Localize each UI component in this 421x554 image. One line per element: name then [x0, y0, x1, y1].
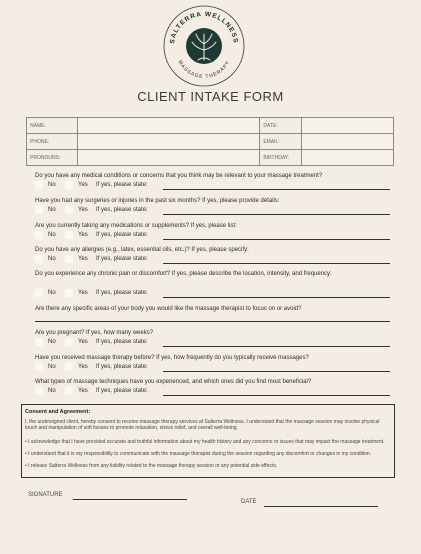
date-signature-line[interactable]	[264, 506, 378, 507]
no-label: No	[48, 388, 56, 394]
consent-bullet-1-text: I acknowledge that I have provided accurate and truthful information about my health history and any concerns or issues that may impact the massage treatment.	[28, 439, 385, 445]
no-checkbox[interactable]	[35, 181, 43, 189]
yes-label: Yes	[78, 290, 88, 296]
if-yes-label: If yes, please state:	[96, 388, 148, 394]
yes-checkbox[interactable]	[65, 289, 73, 297]
client-info-table	[26, 117, 394, 166]
yes-label: Yes	[78, 339, 88, 345]
date-signature-label: DATE	[241, 499, 257, 505]
yes-checkbox[interactable]	[65, 363, 73, 371]
no-checkbox[interactable]	[35, 289, 43, 297]
salterra-wellness-logo	[162, 4, 246, 88]
birthday-label: BIRTHDAY:	[260, 150, 302, 166]
no-label: No	[48, 232, 56, 238]
answer-line[interactable]	[163, 371, 390, 372]
no-label: No	[48, 256, 56, 262]
no-label: No	[48, 207, 56, 213]
signature-label: SIGNATURE	[28, 492, 63, 498]
question-1: Do you have any medical conditions or concerns that you think may be relevant to your massage treatment?	[35, 173, 323, 179]
if-yes-label: If yes, please state:	[96, 232, 148, 238]
question-4: Do you have any allergies (e.g., latex, essential oils, etc.)? If yes, please specify:	[35, 247, 249, 253]
question-5: Do you experience any chronic pain or discomfort? If yes, please describe the location, intensity, and frequency:	[35, 271, 332, 277]
phone-field[interactable]	[77, 134, 260, 150]
name-field[interactable]	[77, 118, 260, 134]
answer-line[interactable]	[163, 239, 390, 240]
yes-checkbox[interactable]	[65, 206, 73, 214]
answer-row-2	[35, 206, 390, 216]
phone-label: PHONE:	[27, 134, 78, 150]
if-yes-label: If yes, please state:	[96, 182, 148, 188]
no-checkbox[interactable]	[35, 338, 43, 346]
answer-row-3	[35, 231, 390, 241]
yes-label: Yes	[78, 256, 88, 262]
consent-bullet-3-text: I release Salterra Wellness from any liability related to the massage therapy session or any potential side effects.	[28, 463, 278, 469]
yes-label: Yes	[78, 364, 88, 370]
if-yes-label: If yes, please state:	[96, 364, 148, 370]
yes-checkbox[interactable]	[65, 255, 73, 263]
answer-row-7	[35, 338, 390, 348]
name-label: NAME:	[27, 118, 78, 134]
email-field[interactable]	[302, 134, 394, 150]
consent-heading: Consent and Agreement:	[25, 409, 91, 415]
date-label: DATE:	[260, 118, 302, 134]
yes-checkbox[interactable]	[65, 231, 73, 239]
no-checkbox[interactable]	[35, 255, 43, 263]
answer-line[interactable]	[35, 321, 390, 322]
no-checkbox[interactable]	[35, 231, 43, 239]
consent-bullet-2-text: I understand that it is my responsibility to communicate with the massage therapist during the session regarding any discomfort or changes in my condition.	[28, 451, 372, 457]
consent-bullet-1: • I acknowledge that I have provided accurate and truthful information about my health history and any concerns or issues that may impact the massage treatment.	[25, 439, 385, 445]
answer-row-8	[35, 363, 390, 373]
if-yes-label: If yes, please state:	[96, 290, 148, 296]
pronouns-field[interactable]	[77, 150, 260, 166]
if-yes-label: If yes, please state:	[96, 339, 148, 345]
consent-bullet-3: • I release Salterra Wellness from any liability related to the massage therapy session or any potential side effects.	[25, 463, 278, 469]
question-3: Are you currently taking any medications or supplements? If yes, please list:	[35, 223, 237, 229]
brand-name-bottom: MASSAGE THERAPY	[176, 59, 232, 81]
answer-row-1	[35, 181, 390, 191]
question-8: Have you received massage therapy before? If yes, how frequently do you typically receive massages?	[35, 355, 309, 361]
if-yes-label: If yes, please state:	[96, 207, 148, 213]
yes-label: Yes	[78, 232, 88, 238]
answer-row-4	[35, 255, 390, 265]
date-field[interactable]	[302, 118, 394, 134]
birthday-field[interactable]	[302, 150, 394, 166]
no-checkbox[interactable]	[35, 363, 43, 371]
yes-checkbox[interactable]	[65, 387, 73, 395]
answer-line[interactable]	[163, 189, 390, 190]
answer-line[interactable]	[163, 214, 390, 215]
consent-intro: I, the undersigned client, hereby consent to receive massage therapy services at Salterra Wellness. I understand that the massage session may involve physical touch and manipulation of soft tissues to promote relaxation, stress relief, and overall well-being.	[25, 419, 380, 431]
question-6: Are there any specific areas of your body you would like the massage therapist to focus on or avoid?	[35, 306, 302, 312]
yes-label: Yes	[78, 388, 88, 394]
no-checkbox[interactable]	[35, 206, 43, 214]
answer-line[interactable]	[163, 263, 390, 264]
yes-checkbox[interactable]	[65, 181, 73, 189]
no-label: No	[48, 339, 56, 345]
answer-line[interactable]	[163, 346, 390, 347]
no-checkbox[interactable]	[35, 387, 43, 395]
question-2: Have you had any surgeries or injuries in the past six months? If yes, please provide details:	[35, 198, 280, 204]
answer-line[interactable]	[163, 395, 390, 396]
yes-checkbox[interactable]	[65, 338, 73, 346]
if-yes-label: If yes, please state:	[96, 256, 148, 262]
no-label: No	[48, 290, 56, 296]
question-7: Are you pregnant? If yes, how many weeks?	[35, 330, 154, 336]
yes-label: Yes	[78, 182, 88, 188]
answer-line[interactable]	[163, 297, 390, 298]
consent-agreement-box	[21, 404, 395, 478]
consent-bullet-2: • I understand that it is my responsibility to communicate with the massage therapist during the session regarding any discomfort or changes in my condition.	[25, 451, 372, 457]
answer-row-9	[35, 387, 390, 397]
email-label: EMAIL:	[260, 134, 302, 150]
form-title: CLIENT INTAKE FORM	[137, 89, 284, 104]
yes-label: Yes	[78, 207, 88, 213]
answer-row-5	[35, 289, 390, 299]
no-label: No	[48, 182, 56, 188]
no-label: No	[48, 364, 56, 370]
pronouns-label: PRONOUNS:	[27, 150, 78, 166]
signature-line[interactable]	[73, 499, 187, 500]
question-9: What types of massage techniques have you experienced, and which ones did you find most beneficial?	[35, 379, 312, 385]
brand-name-top: SALTERRA WELLNESS	[169, 10, 239, 45]
